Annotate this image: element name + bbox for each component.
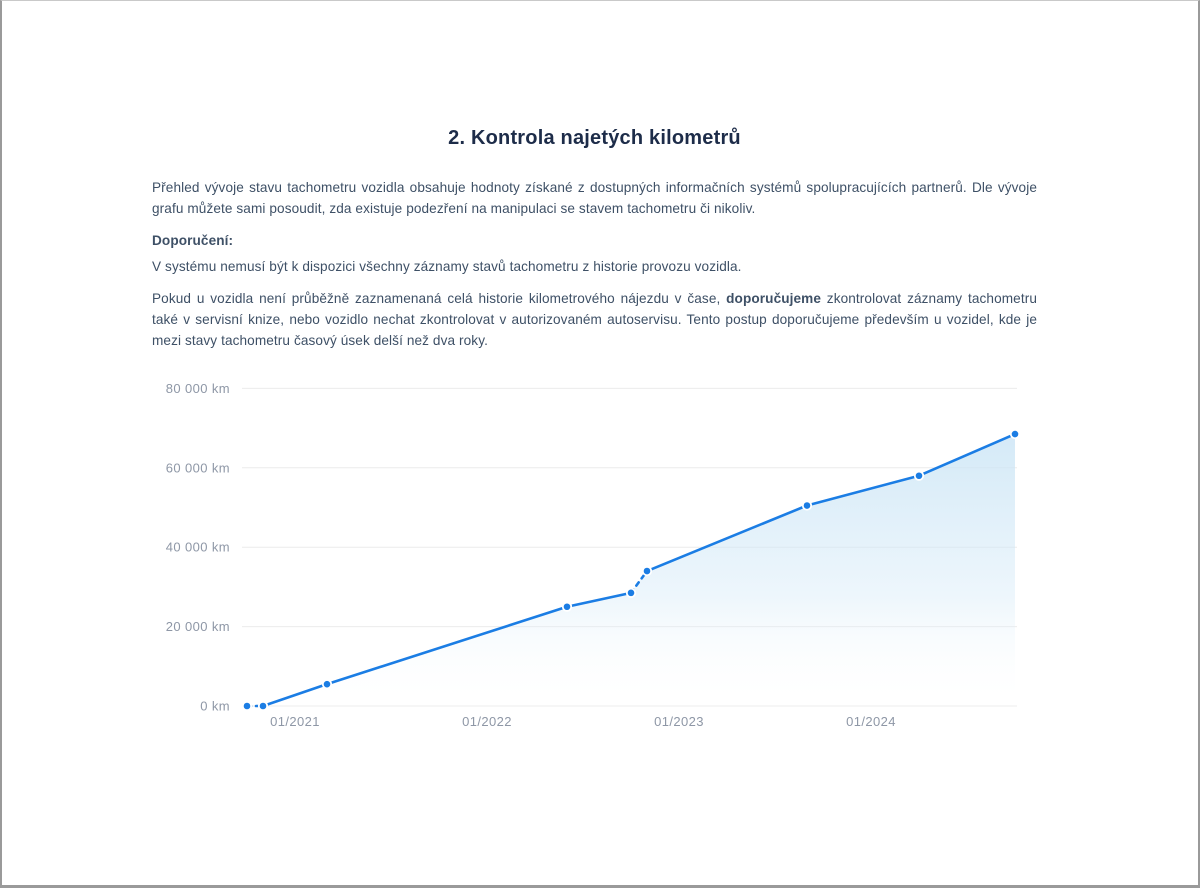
data-point: [803, 501, 811, 509]
data-point: [627, 589, 635, 597]
report-content: [2, 1, 1198, 728]
note-paragraph: V systému nemusí být k dispozici všechny záznamy stavů tachometru z historie provozu vozidla.: [152, 259, 742, 274]
recommendation-heading: Doporučení:: [152, 233, 234, 248]
data-point: [243, 702, 251, 710]
y-axis-tick-label: 80 000 km: [165, 380, 230, 396]
data-point: [259, 702, 267, 710]
data-point: [915, 472, 923, 480]
odometer-line-chart: [150, 378, 1040, 728]
advice-paragraph: [152, 288, 1037, 351]
x-axis-tick-label: 01/2021: [270, 714, 320, 728]
y-axis-tick-label: 20 000 km: [165, 619, 230, 635]
area-fill: [247, 434, 1015, 706]
x-axis-tick-label: 01/2022: [462, 714, 512, 728]
x-axis-tick-label: 01/2023: [654, 714, 704, 728]
x-axis-tick-label: 01/2024: [846, 714, 896, 728]
advice-text-end: zkontrolovat záznamy tachometru také v servisní knize, nebo vozidlo nechat zkontrolovat v autorizovaném autoservisu. Tento postup doporučujeme především u vozidel, kde je mezi stavy tachometru časový úsek delší než dva roky.: [152, 291, 1037, 348]
odometer-chart: [150, 378, 1037, 728]
data-point: [563, 603, 571, 611]
data-point: [323, 680, 331, 688]
y-axis-tick-label: 40 000 km: [165, 539, 230, 555]
y-axis-tick-label: 60 000 km: [165, 460, 230, 476]
advice-text-start: Pokud u vozidla není průběžně zaznamenaná celá historie kilometrového nájezdu v čase,: [152, 291, 727, 306]
data-point: [643, 567, 651, 575]
data-point: [1011, 430, 1019, 438]
advice-text-bold: doporučujeme: [726, 291, 822, 306]
intro-paragraph: Přehled vývoje stavu tachometru vozidla obsahuje hodnoty získané z dostupných informačních systémů spolupracujících partnerů. Dle vývoje grafu můžete sami posoudit, zda existuje podezření na manipulaci se stavem tachometru či nikoliv.: [152, 180, 1037, 216]
section-title: 2. Kontrola najetých kilometrů: [448, 127, 741, 149]
y-axis-tick-label: 0 km: [200, 698, 230, 714]
